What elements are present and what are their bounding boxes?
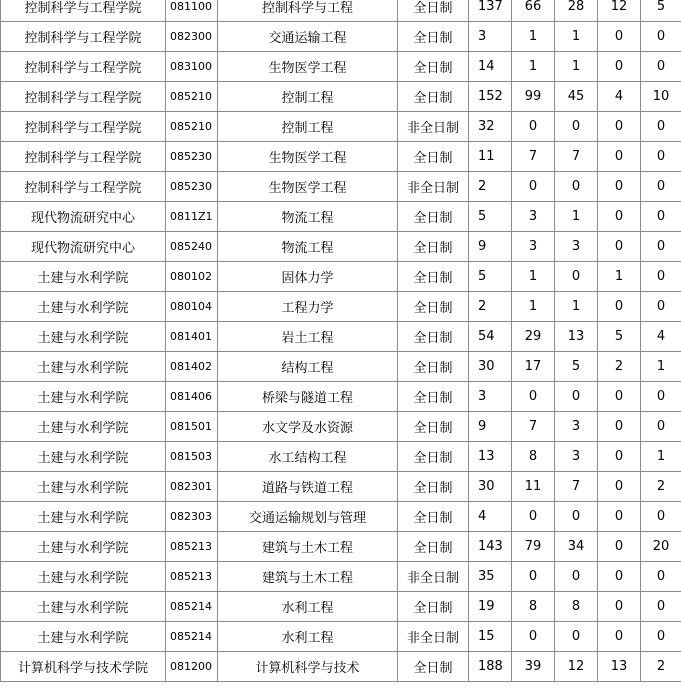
count-cell-1: 9 [469, 232, 512, 262]
count-cell-4: 0 [598, 532, 641, 562]
table-body [1, 0, 681, 682]
count-cell-5: 10 [641, 82, 681, 112]
table-row [1, 352, 681, 382]
code-cell: 083100 [166, 52, 218, 82]
school-cell: 现代物流研究中心 [1, 202, 166, 232]
count-cell-4: 0 [598, 142, 641, 172]
count-cell-3: 3 [555, 442, 598, 472]
count-cell-3: 0 [555, 172, 598, 202]
count-cell-5: 0 [641, 502, 681, 532]
major-cell: 生物医学工程 [218, 172, 398, 202]
count-cell-5: 2 [641, 472, 681, 502]
count-cell-3: 1 [555, 292, 598, 322]
count-cell-4: 0 [598, 172, 641, 202]
count-cell-3: 0 [555, 562, 598, 592]
count-cell-3: 0 [555, 502, 598, 532]
count-cell-1: 15 [469, 622, 512, 652]
major-cell: 控制科学与工程 [218, 0, 398, 22]
count-cell-4: 5 [598, 322, 641, 352]
count-cell-5: 5 [641, 0, 681, 22]
count-cell-4: 0 [598, 292, 641, 322]
count-cell-4: 0 [598, 202, 641, 232]
count-cell-1: 4 [469, 502, 512, 532]
count-cell-2: 79 [512, 532, 555, 562]
major-cell: 岩土工程 [218, 322, 398, 352]
count-cell-2: 17 [512, 352, 555, 382]
code-cell: 081406 [166, 382, 218, 412]
code-cell: 085230 [166, 172, 218, 202]
count-cell-1: 30 [469, 472, 512, 502]
count-cell-5: 1 [641, 352, 681, 382]
count-cell-3: 0 [555, 262, 598, 292]
count-cell-3: 28 [555, 0, 598, 22]
count-cell-4: 4 [598, 82, 641, 112]
major-cell: 交通运输规划与管理 [218, 502, 398, 532]
count-cell-3: 1 [555, 52, 598, 82]
code-cell: 085210 [166, 112, 218, 142]
count-cell-1: 143 [469, 532, 512, 562]
count-cell-5: 0 [641, 172, 681, 202]
count-cell-2: 3 [512, 202, 555, 232]
major-cell: 物流工程 [218, 232, 398, 262]
count-cell-4: 2 [598, 352, 641, 382]
table-row [1, 232, 681, 262]
count-cell-2: 0 [512, 172, 555, 202]
table-row [1, 652, 681, 682]
mode-cell: 全日制 [398, 472, 469, 502]
count-cell-1: 3 [469, 382, 512, 412]
count-cell-1: 14 [469, 52, 512, 82]
count-cell-2: 0 [512, 382, 555, 412]
count-cell-2: 1 [512, 22, 555, 52]
count-cell-5: 0 [641, 592, 681, 622]
mode-cell: 全日制 [398, 352, 469, 382]
count-cell-2: 7 [512, 142, 555, 172]
count-cell-4: 0 [598, 442, 641, 472]
mode-cell: 全日制 [398, 502, 469, 532]
major-cell: 水文学及水资源 [218, 412, 398, 442]
count-cell-5: 0 [641, 112, 681, 142]
major-cell: 桥梁与隧道工程 [218, 382, 398, 412]
count-cell-2: 29 [512, 322, 555, 352]
mode-cell: 全日制 [398, 82, 469, 112]
mode-cell: 全日制 [398, 142, 469, 172]
count-cell-3: 34 [555, 532, 598, 562]
count-cell-1: 5 [469, 262, 512, 292]
count-cell-5: 20 [641, 532, 681, 562]
mode-cell: 全日制 [398, 442, 469, 472]
count-cell-2: 11 [512, 472, 555, 502]
major-cell: 建筑与土木工程 [218, 562, 398, 592]
major-cell: 水利工程 [218, 592, 398, 622]
count-cell-1: 137 [469, 0, 512, 22]
code-cell: 085210 [166, 82, 218, 112]
school-cell: 控制科学与工程学院 [1, 0, 166, 22]
school-cell: 土建与水利学院 [1, 412, 166, 442]
school-cell: 控制科学与工程学院 [1, 112, 166, 142]
count-cell-5: 0 [641, 232, 681, 262]
table-row [1, 22, 681, 52]
count-cell-2: 0 [512, 112, 555, 142]
table-row [1, 622, 681, 652]
count-cell-1: 188 [469, 652, 512, 682]
major-cell: 建筑与土木工程 [218, 532, 398, 562]
count-cell-5: 4 [641, 322, 681, 352]
major-cell: 生物医学工程 [218, 142, 398, 172]
table-row [1, 0, 681, 22]
count-cell-5: 0 [641, 262, 681, 292]
major-cell: 计算机科学与技术 [218, 652, 398, 682]
major-cell: 控制工程 [218, 112, 398, 142]
school-cell: 控制科学与工程学院 [1, 82, 166, 112]
major-cell: 道路与铁道工程 [218, 472, 398, 502]
code-cell: 081100 [166, 0, 218, 22]
count-cell-1: 13 [469, 442, 512, 472]
count-cell-4: 0 [598, 412, 641, 442]
code-cell: 081402 [166, 352, 218, 382]
mode-cell: 非全日制 [398, 562, 469, 592]
count-cell-5: 0 [641, 22, 681, 52]
table-row [1, 442, 681, 472]
count-cell-2: 0 [512, 622, 555, 652]
count-cell-2: 1 [512, 262, 555, 292]
major-cell: 物流工程 [218, 202, 398, 232]
table-row [1, 592, 681, 622]
major-cell: 固体力学 [218, 262, 398, 292]
mode-cell: 全日制 [398, 652, 469, 682]
school-cell: 土建与水利学院 [1, 472, 166, 502]
code-cell: 080102 [166, 262, 218, 292]
code-cell: 085230 [166, 142, 218, 172]
count-cell-2: 7 [512, 412, 555, 442]
school-cell: 土建与水利学院 [1, 592, 166, 622]
count-cell-3: 7 [555, 472, 598, 502]
code-cell: 082300 [166, 22, 218, 52]
count-cell-4: 0 [598, 502, 641, 532]
table-row [1, 382, 681, 412]
code-cell: 081200 [166, 652, 218, 682]
count-cell-3: 0 [555, 112, 598, 142]
mode-cell: 全日制 [398, 52, 469, 82]
school-cell: 土建与水利学院 [1, 322, 166, 352]
major-cell: 生物医学工程 [218, 52, 398, 82]
count-cell-3: 0 [555, 622, 598, 652]
table-row [1, 262, 681, 292]
school-cell: 土建与水利学院 [1, 562, 166, 592]
count-cell-4: 1 [598, 262, 641, 292]
code-cell: 082303 [166, 502, 218, 532]
mode-cell: 全日制 [398, 202, 469, 232]
count-cell-1: 11 [469, 142, 512, 172]
count-cell-5: 0 [641, 382, 681, 412]
count-cell-3: 1 [555, 22, 598, 52]
count-cell-4: 0 [598, 112, 641, 142]
count-cell-5: 0 [641, 292, 681, 322]
code-cell: 0811Z1 [166, 202, 218, 232]
count-cell-4: 0 [598, 232, 641, 262]
mode-cell: 全日制 [398, 22, 469, 52]
school-cell: 控制科学与工程学院 [1, 52, 166, 82]
school-cell: 现代物流研究中心 [1, 232, 166, 262]
count-cell-1: 54 [469, 322, 512, 352]
school-cell: 土建与水利学院 [1, 622, 166, 652]
count-cell-3: 3 [555, 412, 598, 442]
count-cell-4: 0 [598, 22, 641, 52]
mode-cell: 全日制 [398, 322, 469, 352]
count-cell-3: 7 [555, 142, 598, 172]
mode-cell: 非全日制 [398, 172, 469, 202]
school-cell: 土建与水利学院 [1, 262, 166, 292]
code-cell: 081503 [166, 442, 218, 472]
count-cell-5: 0 [641, 622, 681, 652]
school-cell: 土建与水利学院 [1, 532, 166, 562]
count-cell-2: 1 [512, 292, 555, 322]
school-cell: 土建与水利学院 [1, 352, 166, 382]
count-cell-4: 0 [598, 472, 641, 502]
mode-cell: 全日制 [398, 532, 469, 562]
code-cell: 082301 [166, 472, 218, 502]
school-cell: 土建与水利学院 [1, 292, 166, 322]
code-cell: 085214 [166, 592, 218, 622]
table-row [1, 292, 681, 322]
count-cell-1: 152 [469, 82, 512, 112]
major-cell: 结构工程 [218, 352, 398, 382]
school-cell: 土建与水利学院 [1, 382, 166, 412]
code-cell: 085214 [166, 622, 218, 652]
table-row [1, 172, 681, 202]
mode-cell: 全日制 [398, 292, 469, 322]
table-row [1, 562, 681, 592]
count-cell-1: 2 [469, 292, 512, 322]
table-row [1, 472, 681, 502]
mode-cell: 非全日制 [398, 112, 469, 142]
table-row [1, 82, 681, 112]
count-cell-1: 35 [469, 562, 512, 592]
school-cell: 控制科学与工程学院 [1, 172, 166, 202]
school-cell: 计算机科学与技术学院 [1, 652, 166, 682]
count-cell-1: 19 [469, 592, 512, 622]
table-row [1, 202, 681, 232]
major-cell: 控制工程 [218, 82, 398, 112]
code-cell: 085213 [166, 532, 218, 562]
major-cell: 交通运输工程 [218, 22, 398, 52]
count-cell-2: 66 [512, 0, 555, 22]
school-cell: 土建与水利学院 [1, 502, 166, 532]
count-cell-1: 3 [469, 22, 512, 52]
count-cell-4: 0 [598, 592, 641, 622]
code-cell: 085240 [166, 232, 218, 262]
school-cell: 土建与水利学院 [1, 442, 166, 472]
count-cell-5: 1 [641, 442, 681, 472]
mode-cell: 全日制 [398, 412, 469, 442]
count-cell-2: 1 [512, 52, 555, 82]
major-cell: 水工结构工程 [218, 442, 398, 472]
table-row [1, 142, 681, 172]
count-cell-5: 0 [641, 412, 681, 442]
count-cell-2: 39 [512, 652, 555, 682]
count-cell-3: 1 [555, 202, 598, 232]
count-cell-5: 0 [641, 52, 681, 82]
school-cell: 控制科学与工程学院 [1, 142, 166, 172]
count-cell-3: 8 [555, 592, 598, 622]
count-cell-1: 5 [469, 202, 512, 232]
mode-cell: 全日制 [398, 0, 469, 22]
count-cell-3: 12 [555, 652, 598, 682]
count-cell-4: 0 [598, 622, 641, 652]
mode-cell: 全日制 [398, 232, 469, 262]
table-row [1, 112, 681, 142]
count-cell-5: 0 [641, 562, 681, 592]
mode-cell: 全日制 [398, 592, 469, 622]
count-cell-5: 0 [641, 202, 681, 232]
count-cell-4: 0 [598, 382, 641, 412]
count-cell-3: 0 [555, 382, 598, 412]
count-cell-3: 45 [555, 82, 598, 112]
count-cell-3: 3 [555, 232, 598, 262]
major-cell: 工程力学 [218, 292, 398, 322]
major-cell: 水利工程 [218, 622, 398, 652]
count-cell-4: 13 [598, 652, 641, 682]
table-row [1, 412, 681, 442]
mode-cell: 非全日制 [398, 622, 469, 652]
table-row [1, 502, 681, 532]
count-cell-5: 2 [641, 652, 681, 682]
count-cell-1: 32 [469, 112, 512, 142]
mode-cell: 全日制 [398, 262, 469, 292]
count-cell-3: 5 [555, 352, 598, 382]
count-cell-4: 0 [598, 562, 641, 592]
code-cell: 080104 [166, 292, 218, 322]
count-cell-2: 99 [512, 82, 555, 112]
count-cell-3: 13 [555, 322, 598, 352]
count-cell-2: 8 [512, 442, 555, 472]
code-cell: 081501 [166, 412, 218, 442]
code-cell: 085213 [166, 562, 218, 592]
count-cell-2: 0 [512, 562, 555, 592]
count-cell-5: 0 [641, 142, 681, 172]
count-cell-1: 30 [469, 352, 512, 382]
code-cell: 081401 [166, 322, 218, 352]
count-cell-4: 0 [598, 52, 641, 82]
table-row [1, 322, 681, 352]
count-cell-2: 8 [512, 592, 555, 622]
count-cell-2: 3 [512, 232, 555, 262]
mode-cell: 全日制 [398, 382, 469, 412]
table-row [1, 52, 681, 82]
school-cell: 控制科学与工程学院 [1, 22, 166, 52]
count-cell-1: 9 [469, 412, 512, 442]
count-cell-4: 12 [598, 0, 641, 22]
count-cell-2: 0 [512, 502, 555, 532]
count-cell-1: 2 [469, 172, 512, 202]
table-row [1, 532, 681, 562]
